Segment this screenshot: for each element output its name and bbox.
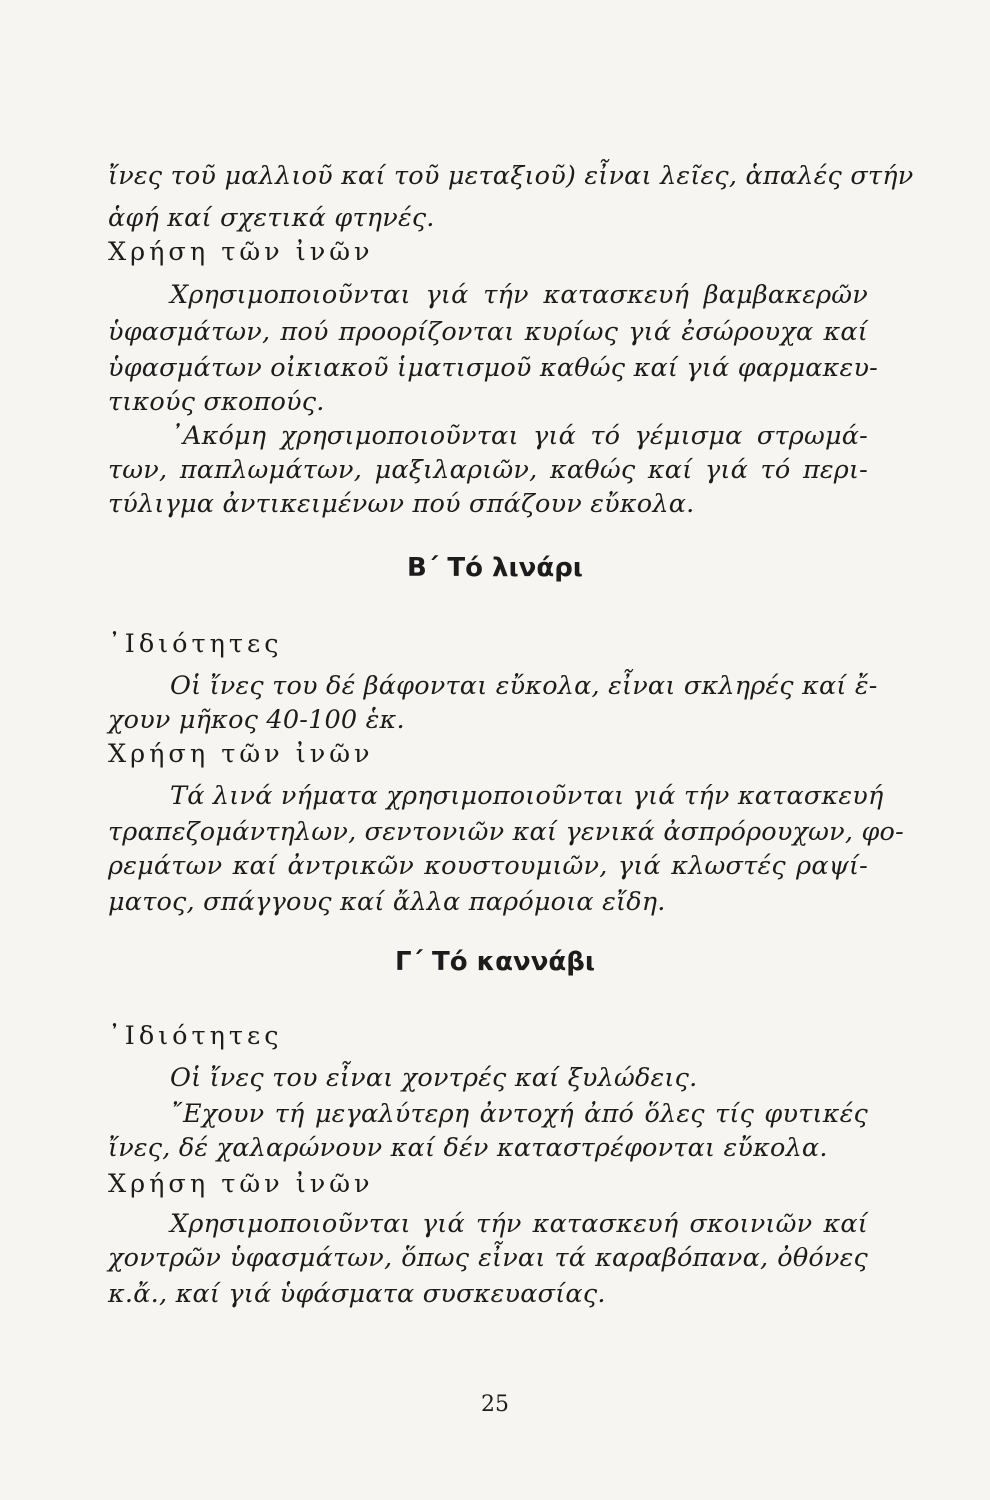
- text-line: ἁφή καί σχετικά φτηνές.: [108, 203, 435, 233]
- text-line: τικούς σκοπούς.: [108, 387, 325, 417]
- subheading-usage: Χρήση τῶν ἰνῶν: [108, 739, 374, 769]
- text-line: κ.ἄ., καί γιά ὑφάσματα συσκευασίας.: [108, 1279, 606, 1309]
- text-line: των, παπλωμάτων, μαξιλαριῶν, καθώς καί γιά τό περι-: [108, 455, 868, 485]
- text-line: τραπεζομάντηλων, σεντονιῶν καί γενικά ἀσπρόρουχων, φο-: [108, 817, 904, 847]
- section-heading-linen: Β΄ Τό λινάρι: [407, 553, 583, 583]
- text-line: ματος, σπάγγους καί ἄλλα παρόμοια εἴδη.: [108, 887, 666, 917]
- text-line: ὑφασμάτων οἰκιακοῦ ἱματισμοῦ καθώς καί γιά φαρμακευ-: [108, 353, 878, 383]
- text-line: ἴνες τοῦ μαλλιοῦ καί τοῦ μεταξιοῦ) εἶναι λεῖες, ἁπαλές στήν: [108, 161, 914, 191]
- text-line: ρεμάτων καί ἀντρικῶν κουστουμιῶν, γιά κλωστές ραψί-: [108, 851, 868, 881]
- subheading-properties: ᾿Ιδιότητες: [108, 1021, 283, 1051]
- subheading-properties: ᾿Ιδιότητες: [108, 629, 283, 659]
- text-line: Χρησιμοποιοῦνται γιά τήν κατασκευή βαμβακερῶν: [170, 280, 868, 310]
- page-number: 25: [481, 1392, 509, 1417]
- text-line: Χρησιμοποιοῦνται γιά τήν κατασκευή σκοινιῶν καί: [170, 1209, 868, 1239]
- text-line: ἴνες, δέ χαλαρώνουν καί δέν καταστρέφονται εὔκολα.: [108, 1133, 828, 1163]
- text-line: χοντρῶν ὑφασμάτων, ὅπως εἶναι τά καραβόπανα, ὀθόνες: [108, 1243, 868, 1273]
- text-line: χουν μῆκος 40-100 ἑκ.: [108, 705, 405, 735]
- text-line: Οἱ ἴνες του δέ βάφονται εὔκολα, εἶναι σκληρές καί ἔ-: [170, 671, 878, 701]
- text-line: Οἱ ἴνες του εἶναι χοντρές καί ξυλώδεις.: [170, 1063, 698, 1093]
- subheading-usage: Χρήση τῶν ἰνῶν: [108, 237, 374, 267]
- text-line: ὑφασμάτων, πού προορίζονται κυρίως γιά ἐσώρουχα καί: [108, 317, 868, 347]
- text-line: τύλιγμα ἀντικειμένων πού σπάζουν εὔκολα.: [108, 489, 695, 519]
- text-line: Τά λινά νήματα χρησιμοποιοῦνται γιά τήν κατασκευή: [170, 781, 884, 811]
- text-line: ῎Εχουν τή μεγαλύτερη ἀντοχή ἀπό ὅλες τίς φυτικές: [170, 1099, 868, 1129]
- text-line: ᾿Ακόμη χρησιμοποιοῦνται γιά τό γέμισμα στρωμά-: [170, 421, 868, 451]
- section-heading-hemp: Γ΄ Τό καννάβι: [394, 947, 596, 977]
- subheading-usage: Χρήση τῶν ἰνῶν: [108, 1169, 374, 1199]
